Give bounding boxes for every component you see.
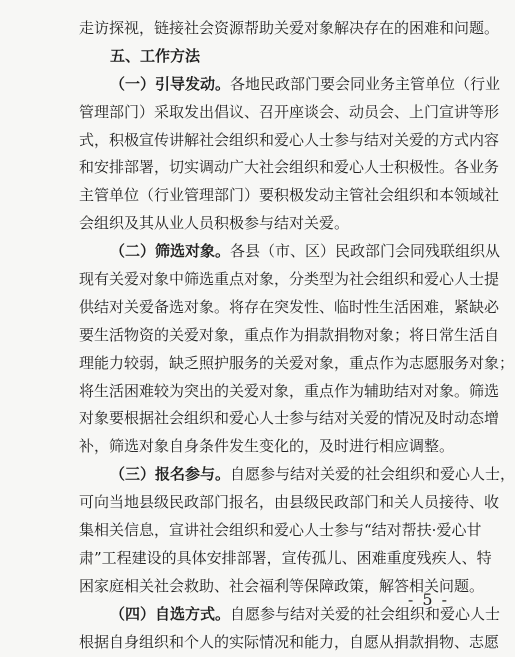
paragraph-guidance	[79, 71, 501, 238]
paragraph-line: 式，积极宣传讲解社会组织和爱心人士参与结对关爱的方式内容	[79, 130, 500, 149]
paragraph-line	[79, 461, 515, 489]
paragraph-line: 困家庭相关社会救助、社会福利等保障政策，解答相关问题。	[79, 576, 485, 595]
paragraph-line: 现有关爱对象中筛选重点对象，分类型为社会组织和爱心人士提	[79, 270, 500, 289]
paragraph-line: 补，筛选对象自身条件发生变化的，及时进行相应调整。	[79, 437, 455, 456]
paragraph-text: 自愿参与结对关爱的社会组织和爱心人士，	[230, 465, 515, 484]
paragraph-line: 对象要根据社会组织和爱心人士参与结对关爱的情况及时动态增	[79, 409, 500, 428]
paragraph-lead: （三）报名参与。	[110, 465, 231, 484]
page-number: - 5 -	[407, 590, 449, 609]
paragraph-line: 理能力较弱，缺乏照护服务的关爱对象，重点作为志愿服务对象；	[79, 353, 515, 372]
paragraph-line: 肃”工程建设的具体安排部署，宣传孤儿、困难重度残疾人、特	[79, 548, 492, 567]
paragraph-line	[79, 71, 501, 99]
intro-line: 走访探视，链接社会资源帮助关爱对象解决存在的困难和问题。	[79, 19, 500, 37]
section-heading: 五、工作方法	[110, 46, 201, 65]
paragraph-line: 要生活物资的关爱对象，重点作为捐款捐物对象；将日常生活自	[79, 325, 500, 344]
paragraph-line: 可向当地县级民政部门报名，由县级民政部门和关人员接待、收	[79, 493, 500, 512]
paragraph-registration	[79, 461, 515, 600]
paragraph-line: 供结对关爱备选对象。将存在突发性、临时性生活困难，紧缺必	[79, 297, 500, 316]
paragraph-line	[79, 601, 501, 629]
paragraph-line: 根据自身组织和个人的实际情况和能力，自愿从捐款捐物、志愿	[79, 632, 500, 651]
paragraph-line: 将生活困难较为突出的关爱对象，重点作为辅助结对对象。筛选	[79, 381, 500, 400]
paragraph-line	[79, 238, 501, 266]
paragraph-line: 集相关信息，宣讲社会组织和爱心人士参与“结对帮扶·爱心甘	[79, 521, 482, 540]
paragraph-line: 和安排部署，切实调动广大社会组织和爱心人士积极性。各业务	[79, 158, 500, 177]
paragraph-lead: （四）自选方式。	[110, 604, 231, 623]
paragraph-line: 主管单位（行业管理部门）要积极发动主管社会组织和本领域社	[79, 186, 500, 205]
paragraph-lead: （一）引导发动。	[110, 74, 231, 93]
paragraph-line: 管理部门）采取发出倡议、召开座谈会、动员会、上门宣讲等形	[79, 102, 500, 121]
paragraph-text: 自愿参与结对关爱的社会组织和爱心人士	[230, 604, 501, 623]
paragraph-text: 各县（市、区）民政部门会同残联组织从	[230, 242, 501, 261]
paragraph-method-selection	[79, 601, 501, 657]
paragraph-text: 各地民政部门要会同业务主管单位（行业	[230, 74, 501, 93]
paragraph-lead: （二）筛选对象。	[110, 242, 231, 261]
paragraph-screening	[79, 238, 515, 461]
paragraph-line: 会组织及其从业人员积极参与结对关爱。	[79, 214, 350, 233]
